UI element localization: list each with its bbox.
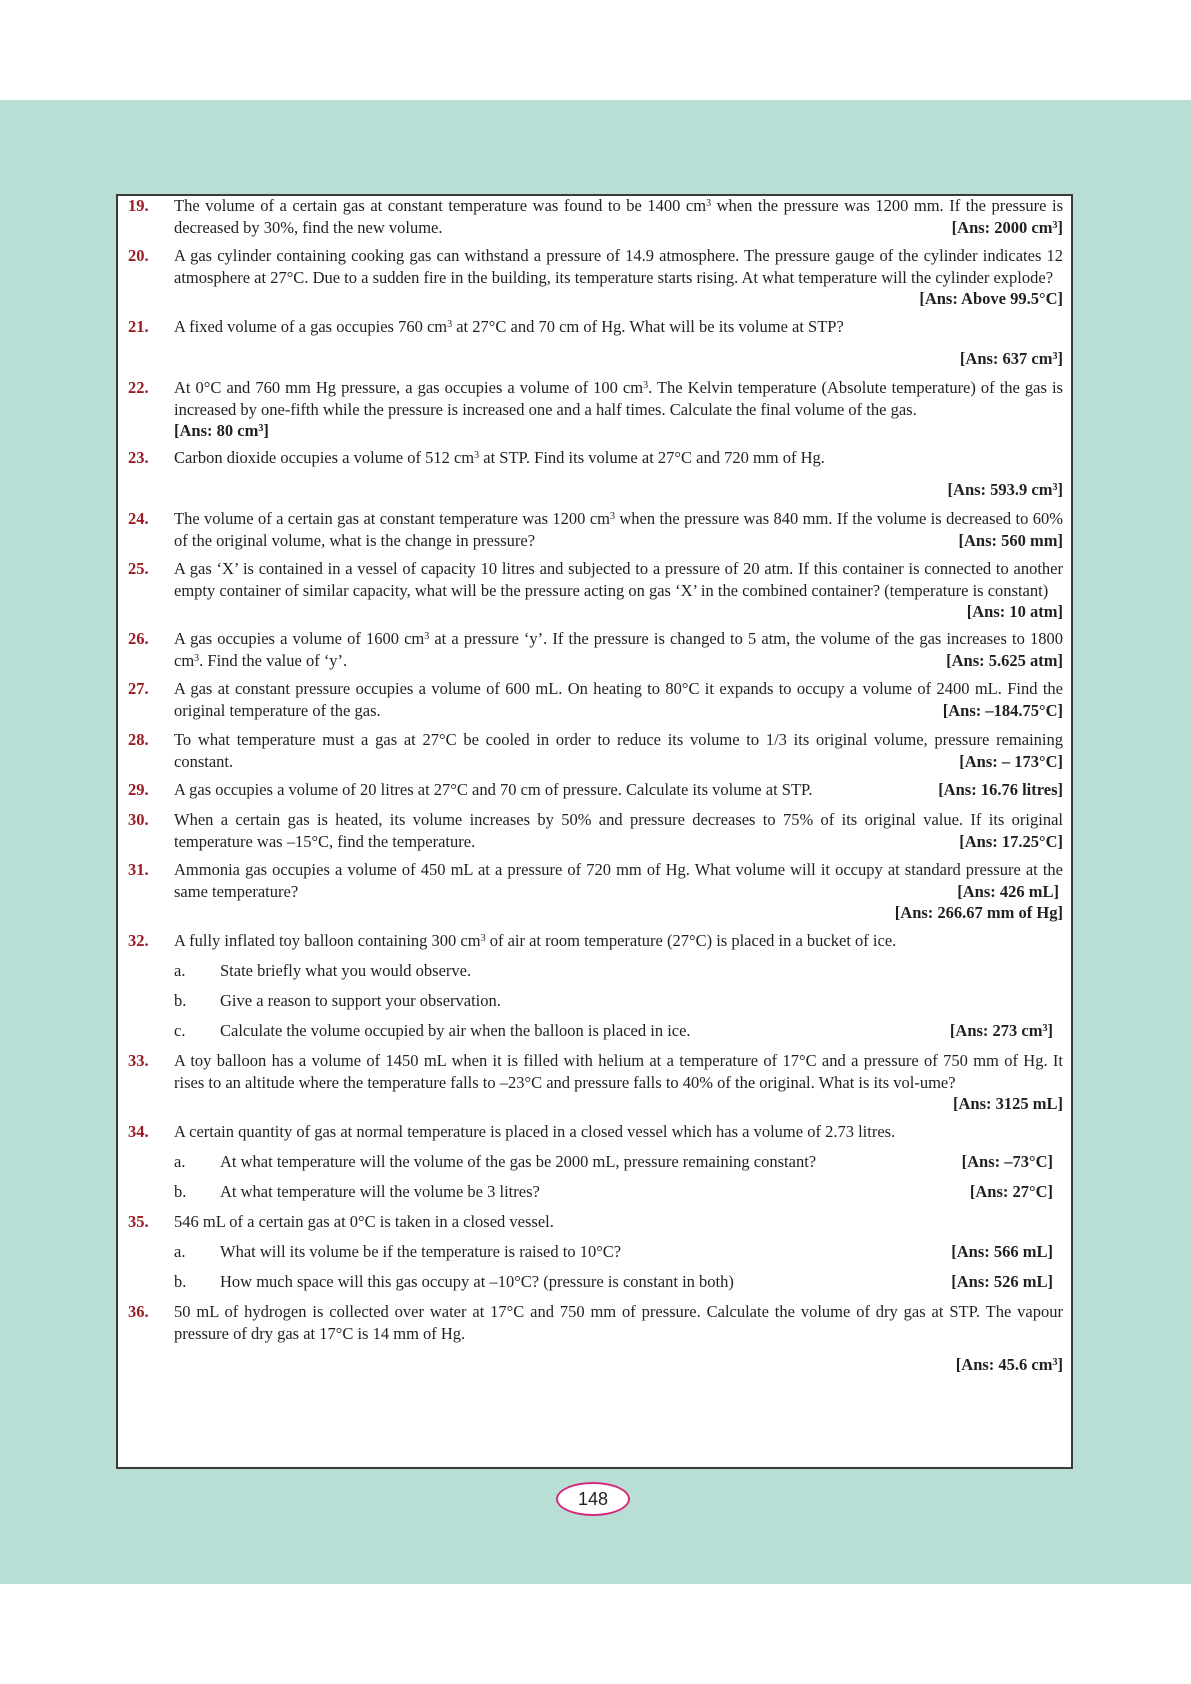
question-21	[128, 316, 1063, 369]
subquestion-34b	[174, 1181, 1053, 1203]
subquestion-text: How much space will this gas occupy at –10°C? (pressure is constant in both) [Ans: 526 mL]	[220, 1272, 1053, 1291]
question-25	[128, 558, 1063, 623]
question-text: A gas occupies a volume of 20 litres at 27°C and 70 cm of pressure. Calculate its volume at STP. [Ans: 16.76 litres]	[174, 780, 1063, 799]
question-32	[128, 930, 1063, 952]
answer: [Ans: Above 99.5°C]	[919, 289, 1063, 309]
question-text: When a certain gas is heated, its volume increases by 50% and pressure decreases to 75% of its original value. If its original temperature was –15°C, find the temperature. [Ans: 17.25°C]	[174, 810, 1063, 851]
answer: [Ans: 16.76 litres]	[938, 780, 1063, 799]
question-text: 546 mL of a certain gas at 0°C is taken in a closed vessel.	[174, 1212, 554, 1231]
question-number: 30.	[128, 810, 149, 829]
answer-alternate: [Ans: 266.67 mm of Hg]	[894, 903, 1063, 923]
subquestion-letter: a.	[174, 961, 186, 980]
subquestion-35a	[174, 1241, 1053, 1263]
answer: [Ans: 526 mL]	[951, 1272, 1053, 1291]
question-text: To what temperature must a gas at 27°C be cooled in order to reduce its volume to 1/3 its original volume, pressure remaining constant. [Ans: – 173°C]	[174, 730, 1063, 771]
question-text: A gas occupies a volume of 1600 $cm^3$ at a pressure ‘y’. If the pressure is changed to 5 atm, the volume of the gas increases to 1800 $cm^3$. Find the value of ‘y’. [Ans: 5.625 atm]	[174, 629, 1063, 670]
subquestion-letter: a.	[174, 1242, 186, 1261]
subquestion-32b	[174, 990, 1053, 1012]
subquestion-34a	[174, 1151, 1053, 1173]
subquestion-letter: b.	[174, 1272, 187, 1291]
subquestion-letter: b.	[174, 1182, 187, 1201]
exercise-box	[116, 194, 1073, 1469]
question-number: 29.	[128, 780, 149, 799]
question-text: 50 mL of hydrogen is collected over water at 17°C and 750 mm of pressure. Calculate the volume of dry gas at STP. The vapour pressure of dry gas at 17°C is 14 mm of Hg.	[174, 1302, 1063, 1343]
question-27	[128, 678, 1063, 721]
answer: [Ans: 3125 mL]	[953, 1094, 1063, 1114]
answer: [Ans: 10 atm]	[966, 602, 1063, 622]
question-36	[128, 1301, 1063, 1376]
question-number: 20.	[128, 246, 149, 265]
question-text: Ammonia gas occupies a volume of 450 mL at a pressure of 720 mm of Hg. What volume will it occupy at standard pressure at the same temperature? [Ans: 426 mL]	[174, 860, 1063, 901]
answer: [Ans: 566 mL]	[951, 1242, 1053, 1261]
question-number: 36.	[128, 1302, 149, 1321]
question-number: 23.	[128, 448, 149, 467]
question-text: A certain quantity of gas at normal temperature is placed in a closed vessel which has a volume of 2.73 litres.	[174, 1122, 896, 1141]
question-text: At 0°C and 760 mm Hg pressure, a gas occupies a volume of 100 $cm^3$. The Kelvin temperature (Absolute temperature) of the gas is increased by one-fifth while the pressure is increased one and a half times. Calculate the final volume of the gas. [Ans: 80 $cm^3$]	[174, 378, 1063, 441]
answer: [Ans: 560 mm]	[958, 530, 1063, 550]
question-number: 33.	[128, 1051, 149, 1070]
question-35	[128, 1211, 1063, 1233]
answer: [Ans: 273 $cm^3$]	[949, 1021, 1053, 1040]
question-number: 26.	[128, 629, 149, 648]
question-number: 24.	[128, 509, 149, 528]
question-34	[128, 1121, 1063, 1143]
question-24	[128, 508, 1063, 551]
question-30	[128, 809, 1063, 852]
subquestion-letter: b.	[174, 991, 187, 1010]
answer: [Ans: 426 mL]	[957, 881, 1059, 901]
answer: [Ans: 593.9 $cm^3$]	[947, 479, 1063, 499]
question-26	[128, 628, 1063, 671]
page-number: 148	[556, 1482, 630, 1516]
question-number: 27.	[128, 679, 149, 698]
subquestion-32c	[174, 1020, 1053, 1042]
subquestion-text: State briefly what you would observe.	[220, 961, 472, 980]
answer: [Ans: 27°C]	[969, 1182, 1053, 1201]
question-number: 19.	[128, 196, 149, 215]
answer: [Ans: 45.6 $cm^3$]	[955, 1355, 1063, 1375]
subquestion-letter: a.	[174, 1152, 186, 1171]
question-text: A gas cylinder containing cooking gas can withstand a pressure of 14.9 atmosphere. The pressure gauge of the cylinder indicates 12 atmosphere at 27°C. Due to a sudden fire in the building, its temperature starts rising. At what temperature will the cylinder explode? [Ans: Above 99.5°C]	[174, 246, 1063, 309]
subquestion-text: What will its volume be if the temperature is raised to 10°C? [Ans: 566 mL]	[220, 1242, 1053, 1261]
answer: [Ans: – 173°C]	[959, 751, 1063, 771]
question-text: Carbon dioxide occupies a volume of 512 $cm^3$ at STP. Find its volume at 27°C and 720 mm of Hg.	[174, 448, 825, 467]
answer: [Ans: –73°C]	[961, 1152, 1053, 1171]
question-text: A fixed volume of a gas occupies 760 $cm^3$ at 27°C and 70 cm of Hg. What will be its volume at STP?	[174, 317, 844, 336]
question-31	[128, 859, 1063, 924]
subquestion-text: Calculate the volume occupied by air when the balloon is placed in ice. [Ans: 273 $cm^3$]	[220, 1021, 1053, 1040]
question-text: A fully inflated toy balloon containing 300 $cm^3$ of air at room temperature (27°C) is placed in a bucket of ice.	[174, 931, 897, 950]
answer: [Ans: 637 $cm^3$]	[959, 348, 1063, 368]
question-20	[128, 245, 1063, 310]
question-28	[128, 729, 1063, 772]
subquestion-text: At what temperature will the volume be 3 litres? [Ans: 27°C]	[220, 1182, 1053, 1201]
question-number: 21.	[128, 317, 149, 336]
question-number: 34.	[128, 1122, 149, 1141]
question-number: 32.	[128, 931, 149, 950]
question-23	[128, 447, 1063, 500]
subquestion-text: Give a reason to support your observation.	[220, 991, 501, 1010]
subquestion-letter: c.	[174, 1021, 186, 1040]
question-text: A toy balloon has a volume of 1450 mL when it is filled with helium at a temperature of 17°C and a pressure of 750 mm of Hg. It rises to an altitude where the temperature falls to –23°C and pressure falls to 40% of the original. What is its vol-ume? [Ans: 3125 mL]	[174, 1051, 1063, 1114]
question-number: 35.	[128, 1212, 149, 1231]
question-33	[128, 1050, 1063, 1115]
question-19	[128, 195, 1063, 238]
answer: [Ans: 2000 $cm^3$]	[951, 217, 1063, 237]
answer: [Ans: –184.75°C]	[942, 700, 1063, 720]
question-number: 28.	[128, 730, 149, 749]
subquestion-32a	[174, 960, 1053, 982]
question-text: A gas at constant pressure occupies a volume of 600 mL. On heating to 80°C it expands to occupy a volume of 2400 mL. Find the original temperature of the gas. [Ans: –184.75°C]	[174, 679, 1063, 720]
answer: [Ans: 80 $cm^3$]	[174, 421, 269, 441]
question-22	[128, 377, 1063, 442]
question-number: 22.	[128, 378, 149, 397]
question-text: The volume of a certain gas at constant temperature was found to be 1400 $cm^3$ when the pressure was 1200 mm. If the pressure is decreased by 30%, find the new volume. [Ans: 2000 $cm^3$]	[174, 196, 1063, 237]
question-number: 25.	[128, 559, 149, 578]
question-number: 31.	[128, 860, 149, 879]
subquestion-35b	[174, 1271, 1053, 1293]
question-text: A gas ‘X’ is contained in a vessel of capacity 10 litres and subjected to a pressure of 20 atm. If this container is connected to another empty container of similar capacity, what will be the pressure acting on gas ‘X’ in the combined container? (temperature is constant) [Ans: 10 atm]	[174, 559, 1063, 622]
answer: [Ans: 5.625 atm]	[946, 650, 1063, 670]
subquestion-text: At what temperature will the volume of the gas be 2000 mL, pressure remaining constant? [Ans: –73°C]	[220, 1152, 1053, 1171]
question-text: The volume of a certain gas at constant temperature was 1200 $cm^3$ when the pressure was 840 mm. If the volume is decreased to 60% of the original volume, what is the change in pressure? [Ans: 560 mm]	[174, 509, 1063, 550]
question-29	[128, 779, 1063, 801]
answer: [Ans: 17.25°C]	[959, 831, 1063, 851]
